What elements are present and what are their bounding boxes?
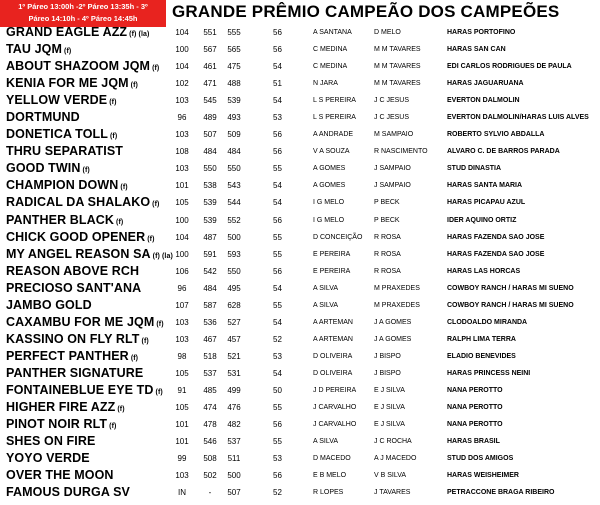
weight-prev-cell: 542 bbox=[203, 266, 217, 276]
jockey-cell: D OLIVEIRA bbox=[313, 369, 353, 377]
jockey-weight-cell: 54 bbox=[273, 181, 282, 191]
table-row bbox=[0, 212, 600, 229]
jockey-weight-cell: 52 bbox=[273, 334, 282, 344]
jockey-cell: D CONCEIÇÃO bbox=[313, 233, 363, 241]
horse-name-text: KASSINO ON FLY RLT bbox=[6, 331, 140, 346]
owner-cell: EVERTON DALMOLIN/HARAS LUIS ALVES bbox=[447, 114, 589, 122]
jockey-weight-cell: 56 bbox=[273, 45, 282, 55]
table-row bbox=[0, 263, 600, 280]
weight-cell: 537 bbox=[227, 437, 241, 447]
horse-name-text: PANTHER SIGNATURE bbox=[6, 365, 144, 380]
horse-name bbox=[6, 450, 90, 467]
jockey-cell: A ARTEMAN bbox=[313, 318, 353, 326]
table-row bbox=[0, 416, 600, 433]
table-row bbox=[0, 92, 600, 109]
horse-name-text: CAXAMBU FOR ME JQM bbox=[6, 314, 155, 329]
table-row bbox=[0, 450, 600, 467]
race-schedule-banner bbox=[0, 0, 166, 27]
table-row bbox=[0, 365, 600, 382]
jockey-weight-cell: 53 bbox=[273, 454, 282, 464]
horse-name-text: DONETICA TOLL bbox=[6, 127, 108, 142]
weight-prev-cell: 478 bbox=[203, 420, 217, 430]
weight-cell: 475 bbox=[227, 62, 241, 72]
weight-cell: 593 bbox=[227, 249, 241, 259]
jockey-cell: J CARVALHO bbox=[313, 404, 357, 412]
weight-cell: 550 bbox=[227, 266, 241, 276]
table-row bbox=[0, 109, 600, 126]
weight-prev-cell: 539 bbox=[203, 215, 217, 225]
trainer-cell: M M TAVARES bbox=[374, 46, 421, 54]
jockey-cell: A GOMES bbox=[313, 182, 346, 190]
weight-prev-cell: 537 bbox=[203, 368, 217, 378]
entries-table bbox=[0, 24, 600, 501]
horse-tag: (f) (la) bbox=[129, 31, 150, 38]
table-row bbox=[0, 246, 600, 263]
table-row bbox=[0, 348, 600, 365]
horse-name-text: KENIA FOR ME JQM bbox=[6, 76, 129, 91]
table-row bbox=[0, 160, 600, 177]
horse-tag: (f) bbox=[120, 184, 128, 192]
jockey-weight-cell: 54 bbox=[273, 198, 282, 208]
weight-cell: 500 bbox=[227, 232, 241, 242]
table-row bbox=[0, 41, 600, 58]
table-row bbox=[0, 143, 600, 160]
rating-cell: 104 bbox=[175, 62, 189, 72]
jockey-weight-cell: 55 bbox=[273, 232, 282, 242]
horse-name bbox=[6, 109, 80, 126]
weight-prev-cell: 550 bbox=[203, 164, 217, 174]
jockey-weight-cell: 51 bbox=[273, 79, 282, 89]
table-row bbox=[0, 229, 600, 246]
horse-name-text: TAU JQM bbox=[6, 42, 63, 57]
rating-cell: 103 bbox=[175, 471, 189, 481]
owner-cell: IDER AQUINO ORTIZ bbox=[447, 216, 517, 224]
horse-name-text: GOOD TWIN bbox=[6, 161, 81, 176]
owner-cell: ROBERTO SYLVIO ABDALLA bbox=[447, 131, 545, 139]
weight-prev-cell: - bbox=[208, 488, 212, 498]
trainer-cell: E J SILVA bbox=[374, 386, 405, 394]
jockey-cell: E B MELO bbox=[313, 472, 347, 480]
table-row bbox=[0, 314, 600, 331]
weight-cell: 552 bbox=[227, 215, 241, 225]
jockey-cell: I G MELO bbox=[313, 199, 345, 207]
rating-cell: 103 bbox=[175, 96, 189, 106]
weight-cell: 507 bbox=[227, 488, 241, 498]
horse-name-text: OVER THE MOON bbox=[6, 468, 114, 483]
jockey-cell: L S PEREIRA bbox=[313, 97, 356, 105]
weight-prev-cell: 461 bbox=[203, 62, 217, 72]
weight-prev-cell: 551 bbox=[203, 28, 217, 37]
jockey-weight-cell: 56 bbox=[273, 266, 282, 276]
trainer-cell: E J SILVA bbox=[374, 421, 405, 429]
rating-cell: 104 bbox=[175, 28, 189, 37]
horse-tag: (f) bbox=[64, 48, 72, 56]
horse-tag: (f) bbox=[109, 99, 117, 107]
horse-name-text: YOYO VERDE bbox=[6, 451, 90, 466]
weight-prev-cell: 471 bbox=[203, 79, 217, 89]
weight-prev-cell: 536 bbox=[203, 317, 217, 327]
horse-name-text: CHICK GOOD OPENER bbox=[6, 229, 146, 244]
weight-prev-cell: 591 bbox=[203, 249, 217, 259]
weight-cell: 521 bbox=[227, 351, 241, 361]
owner-cell: PETRACCONE BRAGA RIBEIRO bbox=[447, 489, 555, 497]
weight-cell: 495 bbox=[227, 283, 241, 293]
weight-cell: 544 bbox=[227, 198, 241, 208]
horse-tag: (f) bbox=[82, 167, 90, 175]
trainer-cell: R ROSA bbox=[374, 250, 401, 258]
horse-tag: (f) bbox=[110, 133, 118, 141]
horse-name-text: SHES ON FIRE bbox=[6, 434, 96, 449]
jockey-weight-cell: 54 bbox=[273, 283, 282, 293]
jockey-cell: L S PEREIRA bbox=[313, 114, 356, 122]
horse-name-text: RADICAL DA SHALAKO bbox=[6, 195, 151, 210]
horse-tag: (f) bbox=[117, 406, 125, 414]
owner-cell: HARAS WEISHEIMER bbox=[447, 472, 519, 480]
weight-prev-cell: 538 bbox=[203, 181, 217, 191]
weight-prev-cell: 484 bbox=[203, 147, 217, 157]
horse-name bbox=[6, 143, 123, 160]
horse-tag: (f) bbox=[147, 235, 155, 243]
jockey-weight-cell: 53 bbox=[273, 351, 282, 361]
jockey-cell: A SILVA bbox=[313, 301, 339, 309]
weight-prev-cell: 567 bbox=[203, 45, 217, 55]
horse-tag: (f) bbox=[155, 388, 163, 396]
jockey-weight-cell: 52 bbox=[273, 488, 282, 498]
rating-cell: 98 bbox=[177, 351, 187, 361]
owner-cell: HARAS SANTA MARIA bbox=[447, 182, 523, 190]
jockey-cell: A GOMES bbox=[313, 165, 346, 173]
rating-cell: 103 bbox=[175, 130, 189, 140]
table-row bbox=[0, 331, 600, 348]
jockey-weight-cell: 54 bbox=[273, 368, 282, 378]
schedule-line-2: Páreo 14:10h - 4º Páreo 14:45h bbox=[28, 14, 138, 23]
owner-cell: HARAS PICAPAU AZUL bbox=[447, 199, 526, 207]
jockey-weight-cell: 55 bbox=[273, 249, 282, 259]
jockey-cell: J CARVALHO bbox=[313, 421, 357, 429]
weight-cell: 531 bbox=[227, 368, 241, 378]
horse-name-text: PINOT NOIR RLT bbox=[6, 417, 108, 432]
rating-cell: 103 bbox=[175, 317, 189, 327]
owner-cell: NANA PEROTTO bbox=[447, 404, 503, 412]
jockey-cell: I G MELO bbox=[313, 216, 345, 224]
page-title: GRANDE PRÊMIO CAMPEÃO DOS CAMPEÕES bbox=[172, 2, 560, 21]
weight-cell: 550 bbox=[227, 164, 241, 174]
weight-cell: 543 bbox=[227, 181, 241, 191]
owner-cell: ALVARO C. DE BARROS PARADA bbox=[447, 148, 560, 156]
jockey-weight-cell: 54 bbox=[273, 62, 282, 72]
horse-name-text: THRU SEPARATIST bbox=[6, 144, 124, 159]
horse-tag: (f) bbox=[152, 201, 160, 209]
rating-cell: 105 bbox=[175, 403, 189, 413]
jockey-cell: D MACEDO bbox=[313, 455, 351, 463]
horse-name-text: FAMOUS DURGA SV bbox=[6, 485, 130, 500]
jockey-cell: A ANDRADE bbox=[313, 131, 354, 139]
trainer-cell: M M TAVARES bbox=[374, 63, 421, 71]
weight-prev-cell: 485 bbox=[203, 385, 217, 395]
owner-cell: HARAS BRASIL bbox=[447, 438, 500, 446]
horse-name-text: PANTHER BLACK bbox=[6, 212, 115, 227]
rating-cell: 105 bbox=[175, 368, 189, 378]
table-row bbox=[0, 297, 600, 314]
weight-prev-cell: 489 bbox=[203, 113, 217, 123]
jockey-cell: A SILVA bbox=[313, 438, 339, 446]
jockey-cell: E PEREIRA bbox=[313, 267, 351, 275]
horse-name-text: MY ANGEL REASON SA bbox=[6, 246, 151, 261]
trainer-cell: R ROSA bbox=[374, 233, 401, 241]
trainer-cell: J SAMPAIO bbox=[374, 165, 411, 173]
weight-cell: 539 bbox=[227, 96, 241, 106]
rating-cell: 103 bbox=[175, 334, 189, 344]
jockey-weight-cell: 53 bbox=[273, 113, 282, 123]
trainer-cell: M M TAVARES bbox=[374, 80, 421, 88]
horse-name bbox=[6, 484, 130, 501]
horse-name bbox=[6, 365, 143, 382]
weight-cell: 500 bbox=[227, 471, 241, 481]
rating-cell: 107 bbox=[175, 300, 189, 310]
jockey-weight-cell: 54 bbox=[273, 96, 282, 106]
trainer-cell: A J MACEDO bbox=[374, 455, 417, 463]
horse-name-text: CHAMPION DOWN bbox=[6, 178, 119, 193]
weight-prev-cell: 508 bbox=[203, 454, 217, 464]
trainer-cell: P BECK bbox=[374, 199, 400, 207]
table-row bbox=[0, 399, 600, 416]
owner-cell: HARAS LAS HORCAS bbox=[447, 267, 521, 275]
jockey-cell: D OLIVEIRA bbox=[313, 352, 353, 360]
trainer-cell: J C JESUS bbox=[374, 114, 410, 122]
jockey-cell: N JARA bbox=[313, 80, 338, 88]
rating-cell: 105 bbox=[175, 198, 189, 208]
rating-cell: 102 bbox=[175, 79, 189, 89]
horse-tag: (f) bbox=[156, 320, 164, 328]
weight-cell: 484 bbox=[227, 147, 241, 157]
horse-name-text: GRAND EAGLE AZZ bbox=[6, 25, 128, 39]
weight-prev-cell: 487 bbox=[203, 232, 217, 242]
jockey-cell: C MEDINA bbox=[313, 46, 348, 54]
trainer-cell: J A GOMES bbox=[374, 335, 412, 343]
owner-cell: CLODOALDO MIRANDA bbox=[447, 318, 528, 326]
weight-cell: 527 bbox=[227, 317, 241, 327]
weight-cell: 493 bbox=[227, 113, 241, 123]
trainer-cell: V B SILVA bbox=[374, 472, 407, 480]
rating-cell: 106 bbox=[175, 266, 189, 276]
table-row bbox=[0, 24, 600, 41]
horse-tag: (f) bbox=[130, 354, 139, 362]
weight-cell: 509 bbox=[227, 130, 241, 140]
jockey-cell: A ARTEMAN bbox=[313, 335, 353, 343]
jockey-cell: A SANTANA bbox=[313, 29, 352, 36]
horse-tag: (f) bbox=[116, 218, 124, 226]
owner-cell: STUD DINASTIA bbox=[447, 165, 502, 173]
jockey-weight-cell: 55 bbox=[273, 164, 282, 174]
horse-tag: (f) (la) bbox=[152, 252, 173, 260]
weight-prev-cell: 546 bbox=[203, 437, 217, 447]
jockey-cell: R LOPES bbox=[313, 489, 344, 497]
trainer-cell: E J SILVA bbox=[374, 404, 405, 412]
jockey-weight-cell: 56 bbox=[273, 130, 282, 140]
rating-cell: 101 bbox=[175, 181, 189, 191]
owner-cell: HARAS PRINCESS NEINI bbox=[447, 369, 531, 377]
weight-prev-cell: 545 bbox=[203, 96, 217, 106]
jockey-weight-cell: 56 bbox=[273, 28, 282, 37]
jockey-weight-cell: 56 bbox=[273, 147, 282, 157]
weight-cell: 499 bbox=[227, 385, 241, 395]
trainer-cell: D MELO bbox=[374, 29, 401, 36]
owner-cell: COWBOY RANCH / HARAS MI SUENO bbox=[447, 301, 574, 309]
rating-cell: 101 bbox=[175, 420, 189, 430]
table-row bbox=[0, 177, 600, 194]
jockey-weight-cell: 55 bbox=[273, 437, 282, 447]
trainer-cell: M PRAXEDES bbox=[374, 284, 420, 292]
owner-cell: NANA PEROTTO bbox=[447, 421, 503, 429]
rating-cell: 96 bbox=[177, 283, 187, 293]
horse-tag: (f) bbox=[152, 65, 160, 73]
table-row bbox=[0, 58, 600, 75]
table-row bbox=[0, 280, 600, 297]
horse-name bbox=[6, 433, 95, 450]
table-row bbox=[0, 433, 600, 450]
owner-cell: HARAS FAZENDA SAO JOSE bbox=[447, 250, 545, 258]
trainer-cell: R ROSA bbox=[374, 267, 401, 275]
horse-name-text: PRECIOSO SANT'ANA bbox=[6, 280, 142, 295]
owner-cell: HARAS PORTOFINO bbox=[447, 29, 516, 36]
horse-name bbox=[6, 263, 139, 280]
schedule-line-1: 1º Páreo 13:00h -2º Páreo 13:35h - 3º bbox=[18, 2, 148, 11]
jockey-cell: J D PEREIRA bbox=[313, 386, 357, 394]
horse-name-text: JAMBO GOLD bbox=[6, 297, 92, 312]
owner-cell: EDI CARLOS RODRIGUES DE PAULA bbox=[447, 63, 572, 71]
jockey-weight-cell: 55 bbox=[273, 403, 282, 413]
rating-cell: 101 bbox=[175, 437, 189, 447]
weight-cell: 457 bbox=[227, 334, 241, 344]
trainer-cell: J C JESUS bbox=[374, 97, 410, 105]
rating-cell: 100 bbox=[175, 215, 189, 225]
owner-cell: NANA PEROTTO bbox=[447, 386, 503, 394]
jockey-cell: V A SOUZA bbox=[313, 148, 350, 156]
weight-cell: 628 bbox=[227, 300, 241, 310]
trainer-cell: J C ROCHA bbox=[374, 438, 412, 446]
weight-prev-cell: 587 bbox=[203, 300, 217, 310]
jockey-weight-cell: 56 bbox=[273, 420, 282, 430]
weight-cell: 565 bbox=[227, 45, 241, 55]
rating-cell: 108 bbox=[175, 147, 189, 157]
horse-name-text: YELLOW VERDE bbox=[6, 93, 108, 108]
weight-cell: 476 bbox=[227, 403, 241, 413]
horse-name bbox=[6, 280, 141, 297]
jockey-cell: C MEDINA bbox=[313, 63, 348, 71]
trainer-cell: M SAMPAIO bbox=[374, 131, 414, 139]
weight-prev-cell: 474 bbox=[203, 403, 217, 413]
owner-cell: EVERTON DALMOLIN bbox=[447, 97, 520, 105]
jockey-weight-cell: 54 bbox=[273, 317, 282, 327]
trainer-cell: J SAMPAIO bbox=[374, 182, 411, 190]
weight-prev-cell: 502 bbox=[203, 471, 217, 481]
weight-prev-cell: 467 bbox=[203, 334, 217, 344]
jockey-weight-cell: 55 bbox=[273, 300, 282, 310]
weight-prev-cell: 484 bbox=[203, 283, 217, 293]
table-row bbox=[0, 194, 600, 211]
horse-name-text: DORTMUND bbox=[6, 110, 80, 125]
rating-cell: 99 bbox=[177, 454, 187, 464]
owner-cell: HARAS FAZENDA SAO JOSE bbox=[447, 233, 545, 241]
trainer-cell: M PRAXEDES bbox=[374, 301, 420, 309]
owner-cell: RALPH LIMA TERRA bbox=[447, 335, 516, 343]
trainer-cell: J BISPO bbox=[374, 352, 401, 360]
trainer-cell: J A GOMES bbox=[374, 318, 412, 326]
jockey-weight-cell: 56 bbox=[273, 471, 282, 481]
table-row bbox=[0, 75, 600, 92]
jockey-weight-cell: 56 bbox=[273, 215, 282, 225]
table-row bbox=[0, 467, 600, 484]
rating-cell: 91 bbox=[177, 385, 187, 395]
trainer-cell: J BISPO bbox=[374, 369, 401, 377]
owner-cell: HARAS SAN CAN bbox=[447, 46, 506, 54]
weight-cell: 488 bbox=[227, 79, 241, 89]
trainer-cell: J TAVARES bbox=[374, 489, 411, 497]
table-row bbox=[0, 126, 600, 143]
horse-name bbox=[6, 297, 92, 314]
table-row bbox=[0, 484, 600, 501]
horse-tag: (f) bbox=[130, 82, 138, 90]
rating-cell: IN bbox=[178, 488, 186, 498]
horse-name-text: ABOUT SHAZOOM JQM bbox=[6, 59, 151, 74]
weight-prev-cell: 507 bbox=[203, 130, 217, 140]
horse-name-text: FONTAINEBLUE EYE TD bbox=[6, 382, 154, 397]
horse-tag: (f) bbox=[141, 337, 149, 345]
weight-prev-cell: 518 bbox=[203, 351, 217, 361]
rating-cell: 100 bbox=[175, 249, 189, 259]
owner-cell: COWBOY RANCH / HARAS MI SUENO bbox=[447, 284, 574, 292]
jockey-cell: E PEREIRA bbox=[313, 250, 351, 258]
horse-name-text: HIGHER FIRE AZZ bbox=[6, 400, 116, 415]
horse-name-text: REASON ABOVE RCH bbox=[6, 263, 140, 278]
rating-cell: 96 bbox=[177, 113, 187, 123]
table-row bbox=[0, 382, 600, 399]
horse-tag: (f) bbox=[109, 423, 117, 431]
weight-prev-cell: 539 bbox=[203, 198, 217, 208]
rating-cell: 103 bbox=[175, 164, 189, 174]
horse-name-text: PERFECT PANTHER bbox=[6, 348, 129, 363]
owner-cell: ELADIO BENEVIDES bbox=[447, 352, 516, 360]
owner-cell: HARAS JAGUARUANA bbox=[447, 80, 524, 88]
weight-cell: 555 bbox=[227, 28, 241, 37]
trainer-cell: R NASCIMENTO bbox=[374, 148, 428, 156]
trainer-cell: P BECK bbox=[374, 216, 400, 224]
weight-cell: 482 bbox=[227, 420, 241, 430]
horse-name bbox=[6, 467, 114, 484]
rating-cell: 104 bbox=[175, 232, 189, 242]
rating-cell: 100 bbox=[175, 45, 189, 55]
owner-cell: STUD DOS AMIGOS bbox=[447, 455, 514, 463]
jockey-cell: A SILVA bbox=[313, 284, 339, 292]
weight-cell: 511 bbox=[227, 454, 241, 464]
jockey-weight-cell: 50 bbox=[273, 385, 282, 395]
